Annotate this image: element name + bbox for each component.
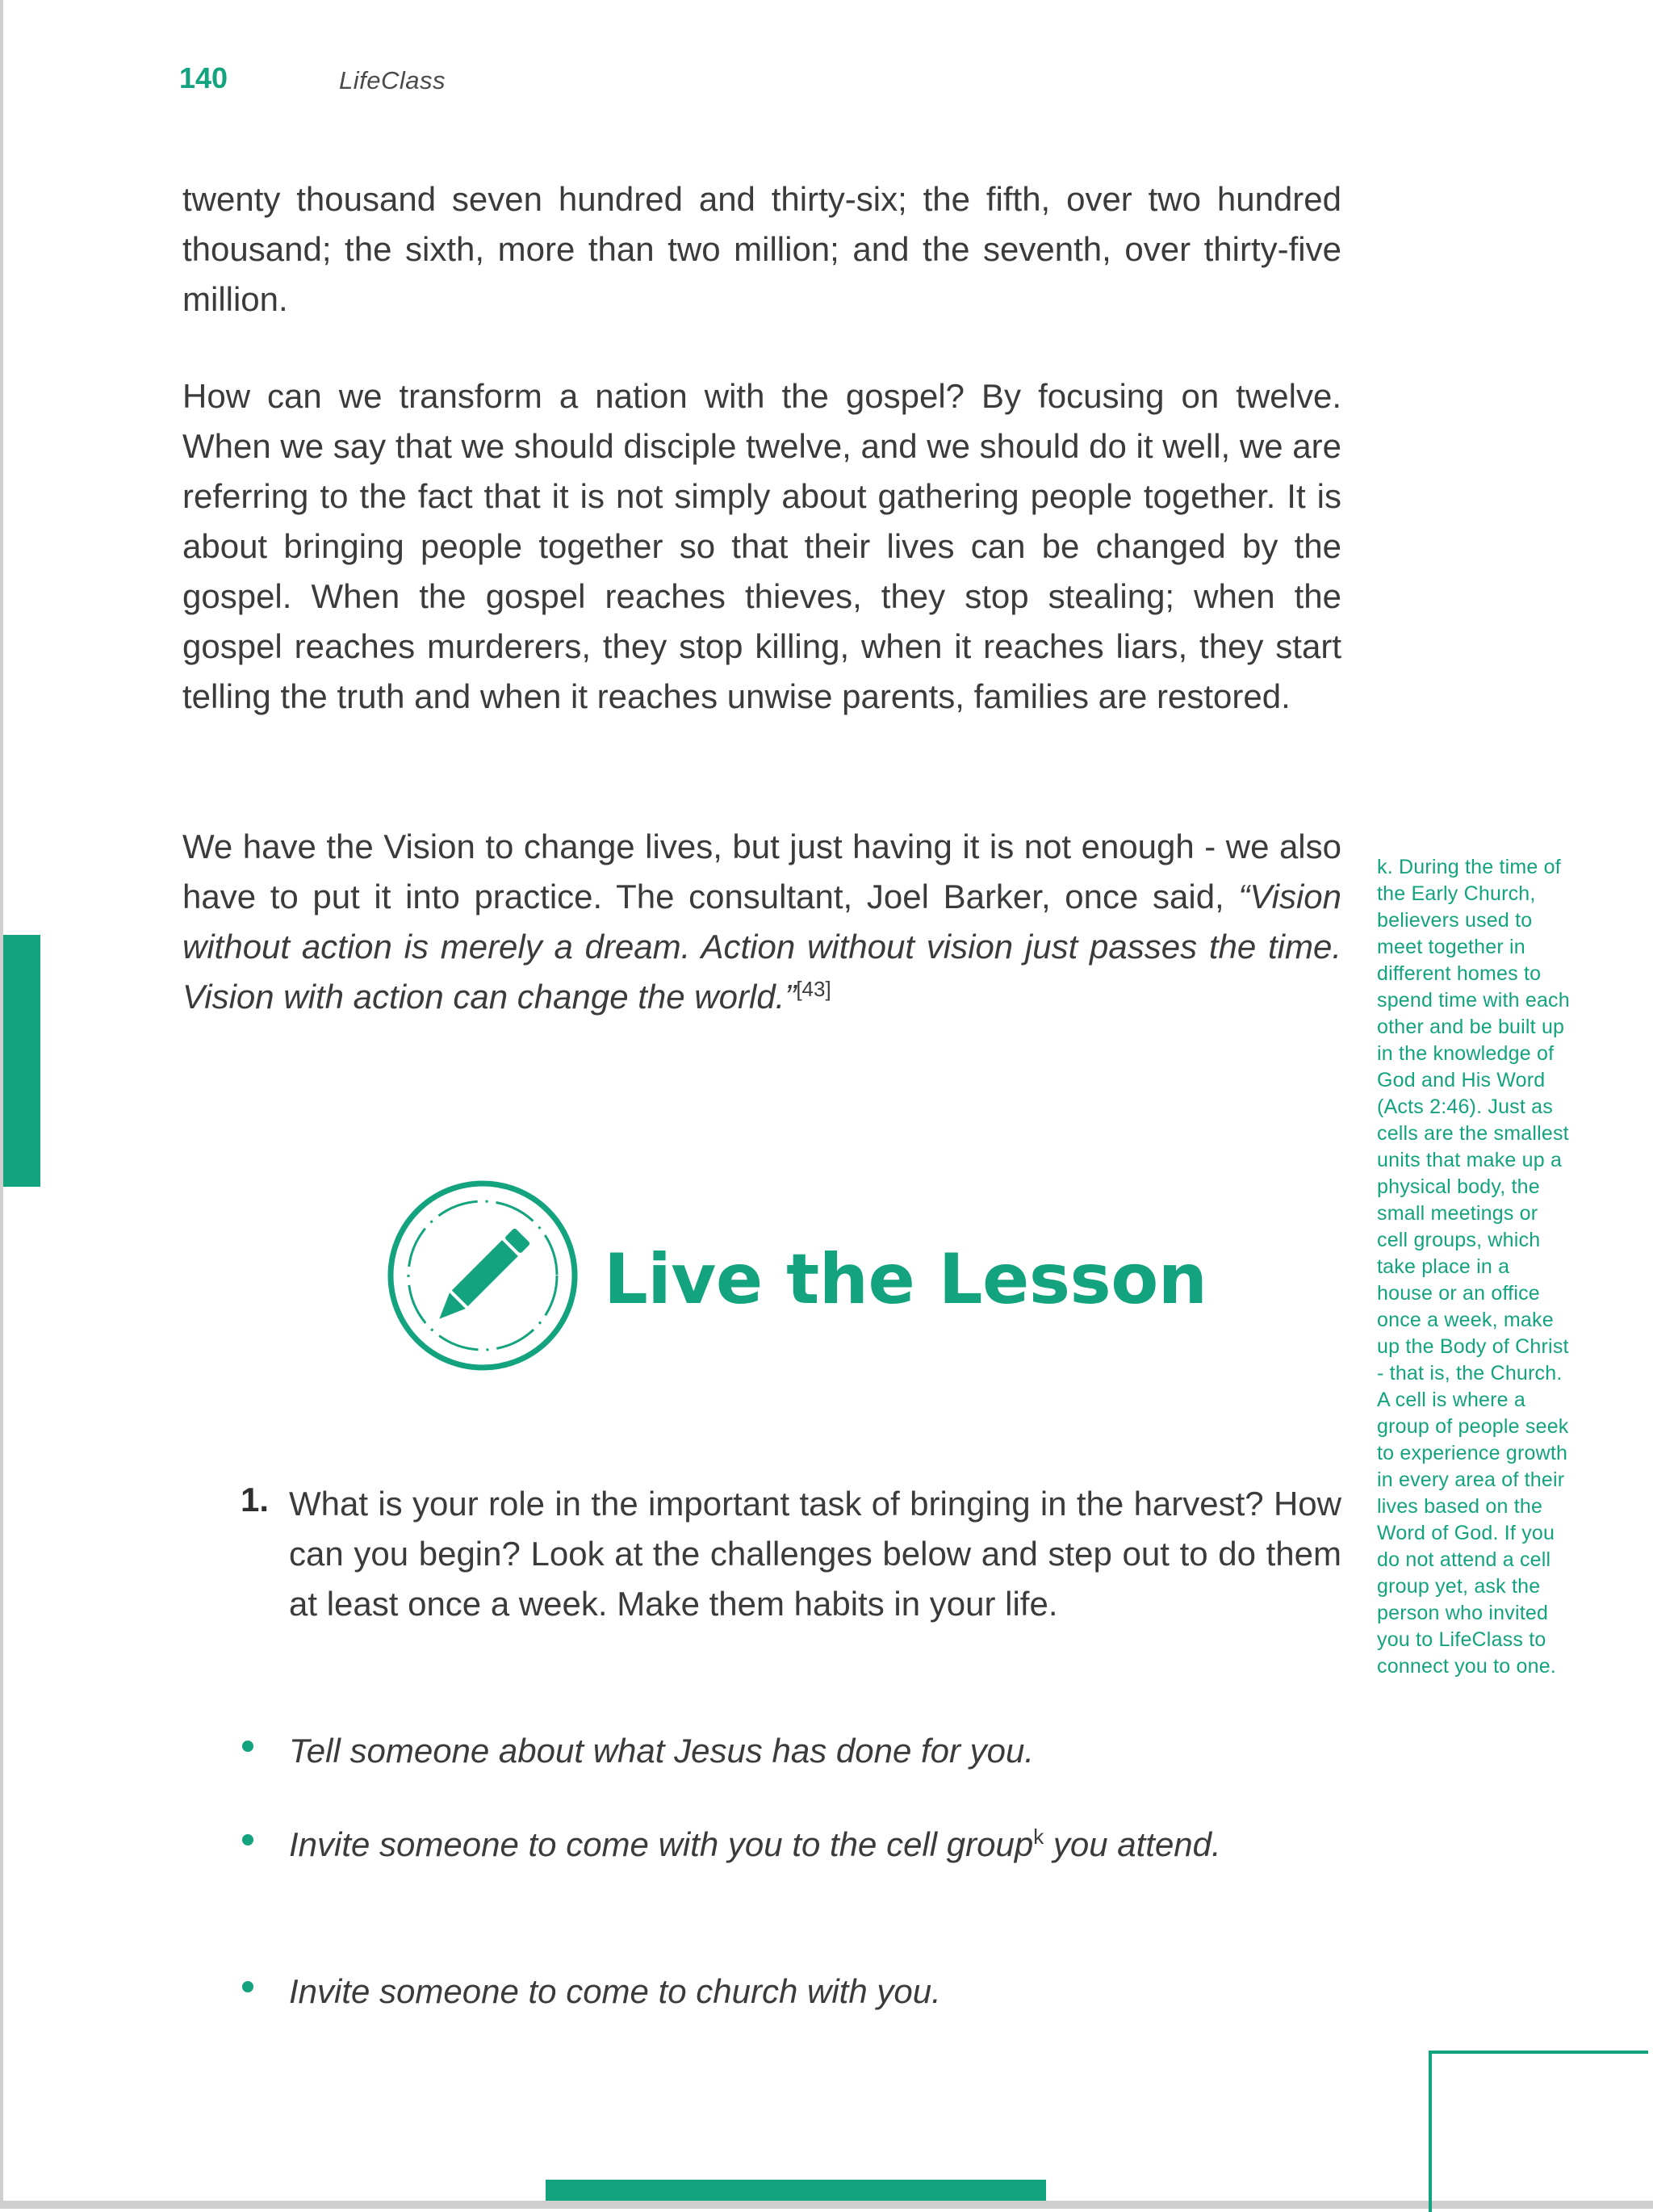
footnote-ref-43: [43] (796, 977, 831, 1001)
bullet-dot (242, 1981, 253, 1992)
page-edge-bottom (0, 2201, 1653, 2209)
challenge-item-3: Invite someone to come to church with you. (289, 1972, 941, 2010)
body-paragraph-1: twenty thousand seven hundred and thirty-six; the fifth, over two hundred thousand; the sixth, more than two million; and the seventh, over thirty-five million. (182, 180, 1341, 318)
body-paragraph-3 (182, 822, 1341, 1022)
challenge-item-2 (289, 1820, 1341, 1870)
decorative-corner-frame (1429, 2051, 1648, 2212)
challenge-item-1: Tell someone about what Jesus has done for you. (289, 1732, 1035, 1770)
bullet-dot (242, 1741, 253, 1752)
paragraph-3-lead: We have the Vision to change lives, but just having it is not enough - we also have to put it into practice. The consultant, Joel Barker, once said, (182, 827, 1341, 915)
page-number: 140 (179, 61, 228, 94)
question-number: 1. (241, 1481, 270, 1519)
question-text: What is your role in the important task of bringing in the harvest? How can you begin? Look at the challenges below and step out to do them at least once a week. Make them habits in your life. (289, 1485, 1341, 1623)
challenge-item-2-tail: you attend. (1044, 1825, 1221, 1863)
section-title: Live the Lesson (604, 1239, 1207, 1320)
bullet-dot (242, 1834, 253, 1845)
decorative-bottom-bar (546, 2180, 1046, 2201)
challenge-item-2-text: Invite someone to come with you to the cell group (289, 1825, 1034, 1863)
barker-quote: “Vision without action is merely a dream. Action without vision just passes the time. Vision with action can change the world.” (182, 878, 1341, 1016)
body-paragraph-2: How can we transform a nation with the gospel? By focusing on twelve. When we say that we should disciple twelve, and we should do it well, we are referring to the fact that it is not simply about gathering people together. It is about bringing people together so that their lives can be changed by the gospel. When the gospel reaches thieves, they stop stealing; when the gospel reaches murderers, they stop killing, when it reaches liars, they start telling the truth and when it reaches unwise parents, families are restored. (182, 377, 1341, 715)
margin-note-k: k. During the time of the Early Church, believers used to meet together in different homes to spend time with each other and be built up in the knowledge of God and His Word (Acts 2:46). Just as cells are the smallest units that make up a physical body, the small meetings or cell groups, which take place in a house or an office once a week, make up the Body of Christ - that is, the Church. A cell is where a group of people seek to experience growth in every area of their lives based on the Word of God. If you do not attend a cell group yet, ask the person who invited you to LifeClass to connect you to one. (1377, 856, 1570, 1678)
decorative-side-tab (3, 935, 40, 1187)
footnote-marker-k: k (1033, 1824, 1044, 1849)
pencil-icon (386, 1179, 580, 1372)
running-title: LifeClass (339, 66, 446, 94)
